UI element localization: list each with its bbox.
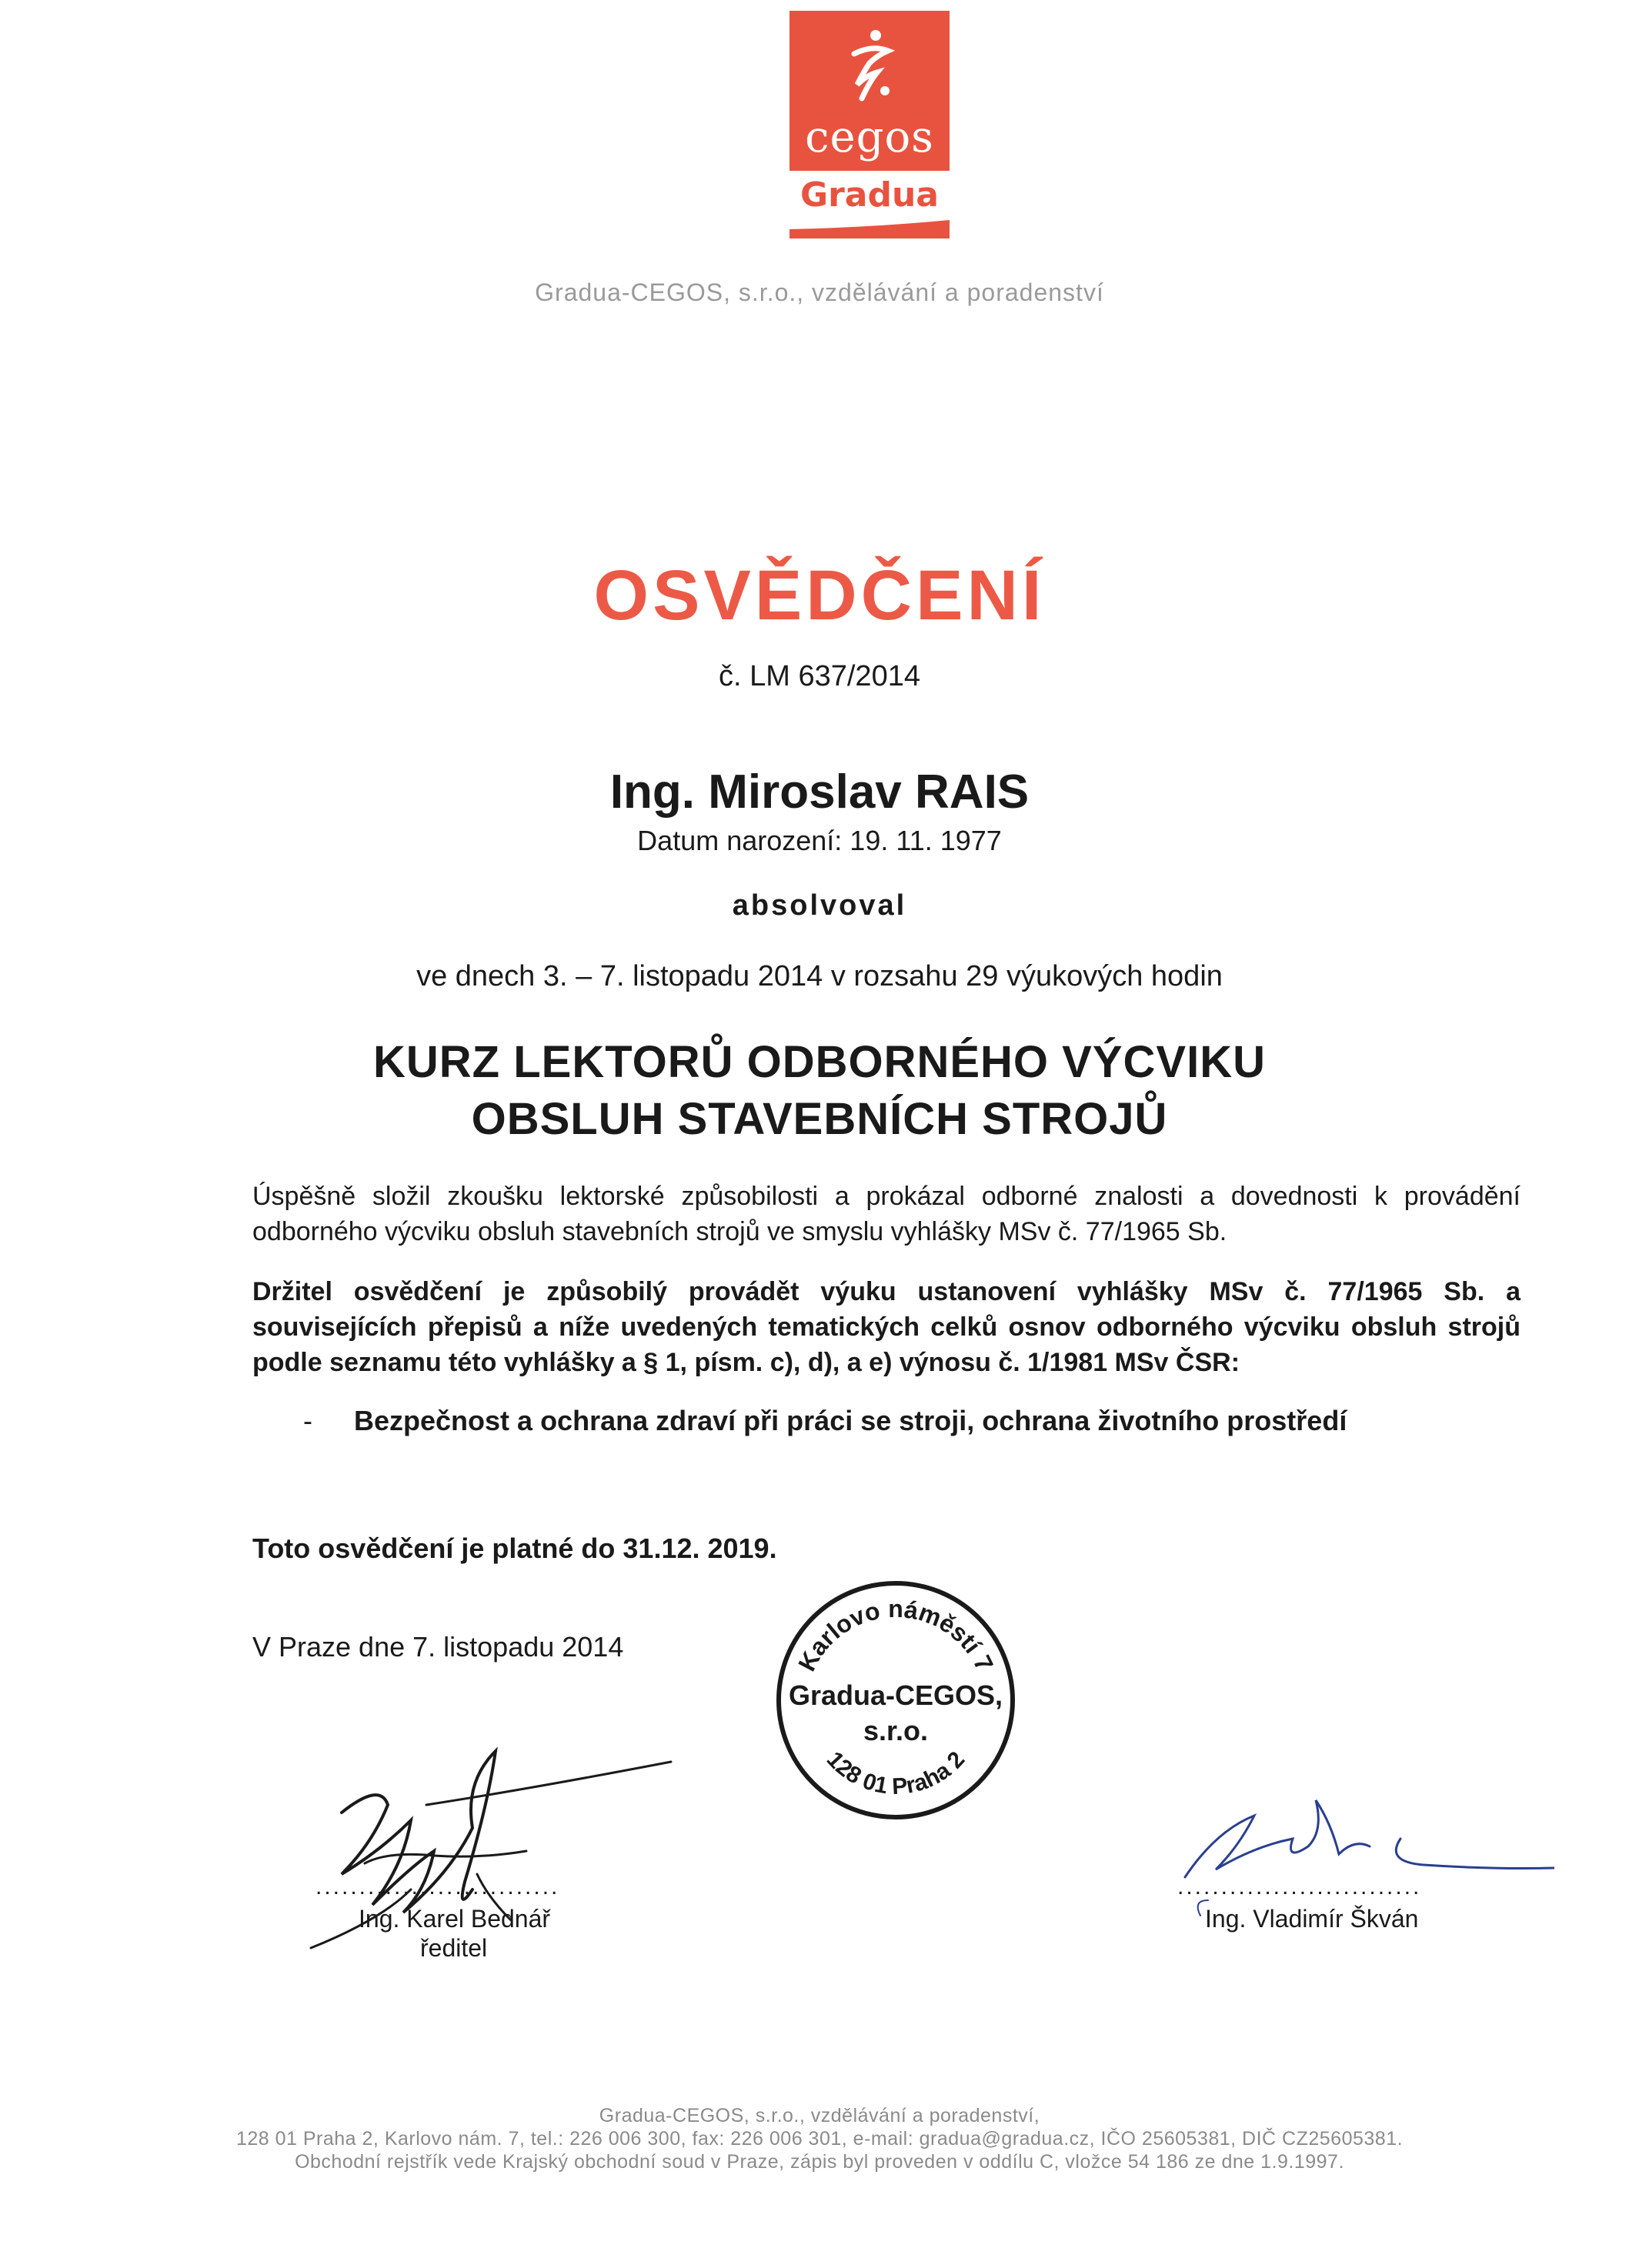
signature-line-1: ............................ xyxy=(315,1874,560,1899)
logo-swoosh-icon xyxy=(789,218,950,240)
figure-icon xyxy=(846,28,896,105)
certificate-title: OSVĚDČENÍ xyxy=(593,556,1046,635)
course-title-line-1: KURZ LEKTORŮ ODBORNÉHO VÝCVIKU xyxy=(373,1037,1266,1087)
holder-name: Ing. Miroslav RAIS xyxy=(609,765,1030,819)
stamp-legal-form: s.r.o. xyxy=(863,1715,929,1746)
logo-brand-text: cegos xyxy=(805,112,934,162)
footer-registration: Obchodní rejstřík vede Krajský obchodní soud v Praze, zápis byl proveden v oddílu C, vložce 54 186 ze dne 1.9.1997. xyxy=(295,2151,1344,2173)
place-and-date: V Praze dne 7. listopadu 2014 xyxy=(252,1631,624,1663)
logo-sub-brand-text: Gradua xyxy=(799,175,940,215)
qualification-paragraph: Úspěšně složil zkoušku lektorské způsobilosti a prokázal odborné znalosti a dovednosti k provádění odborného výcviku obsluh stavebních strojů ve smyslu vyhlášky MSv č. 77/1965 Sb. xyxy=(252,1182,1520,1246)
signer-1-name: Ing. Karel Bednář xyxy=(359,1905,551,1933)
signer-2-name: Ing. Vladimír Škván xyxy=(1205,1905,1419,1933)
company-line: Gradua-CEGOS, s.r.o., vzdělávání a poradenství xyxy=(535,278,1104,306)
bullet-item: Bezpečnost a ochrana zdraví při práci se stroji, ochrana životního prostředí xyxy=(354,1405,1347,1436)
course-title-line-2: OBSLUH STAVEBNÍCH STROJŮ xyxy=(471,1094,1168,1144)
footer-company: Gradua-CEGOS, s.r.o., vzdělávání a poradenství, xyxy=(599,2105,1040,2126)
stamp-company: Gradua-CEGOS, xyxy=(788,1679,1003,1711)
completed-label: absolvoval xyxy=(732,889,907,922)
stamp-city: 128 01 Praha 2 xyxy=(821,1746,970,1800)
logo-box xyxy=(789,11,950,171)
signature-lecturer xyxy=(1170,1785,1554,1923)
bullet-marker: - xyxy=(303,1405,312,1436)
company-stamp xyxy=(773,1577,1019,1823)
course-title xyxy=(0,1034,1639,1148)
company-logo xyxy=(789,11,950,242)
signature-line-2: ............................ xyxy=(1177,1874,1422,1899)
certificate-number: č. LM 637/2014 xyxy=(719,660,920,692)
competence-paragraph: Držitel osvědčení je způsobilý provádět výuku ustanovení vyhlášky MSv č. 77/1965 Sb. a souvisejících přepisů a níže uvedených tematických celků osnov odborného výcviku obsluh strojů podle seznamu této vyhlášky a § 1, písm. c), d), a e) výnosu č. 1/1981 MSv ČSR: xyxy=(252,1277,1520,1377)
footer-contact: 128 01 Praha 2, Karlovo nám. 7, tel.: 226 006 300, fax: 226 006 301, e-mail: gradua@gradua.cz, IČO 25605381, DIČ CZ25605381. xyxy=(235,2128,1404,2150)
stamp-street: Karlovo náměstí 7 xyxy=(793,1594,999,1676)
validity-statement: Toto osvědčení je platné do 31.12. 2019. xyxy=(252,1533,777,1564)
signer-1-role: ředitel xyxy=(420,1934,488,1962)
course-dates: ve dnech 3. – 7. listopadu 2014 v rozsahu 29 výukových hodin xyxy=(416,960,1223,992)
birth-date: Datum narození: 19. 11. 1977 xyxy=(637,825,1002,856)
